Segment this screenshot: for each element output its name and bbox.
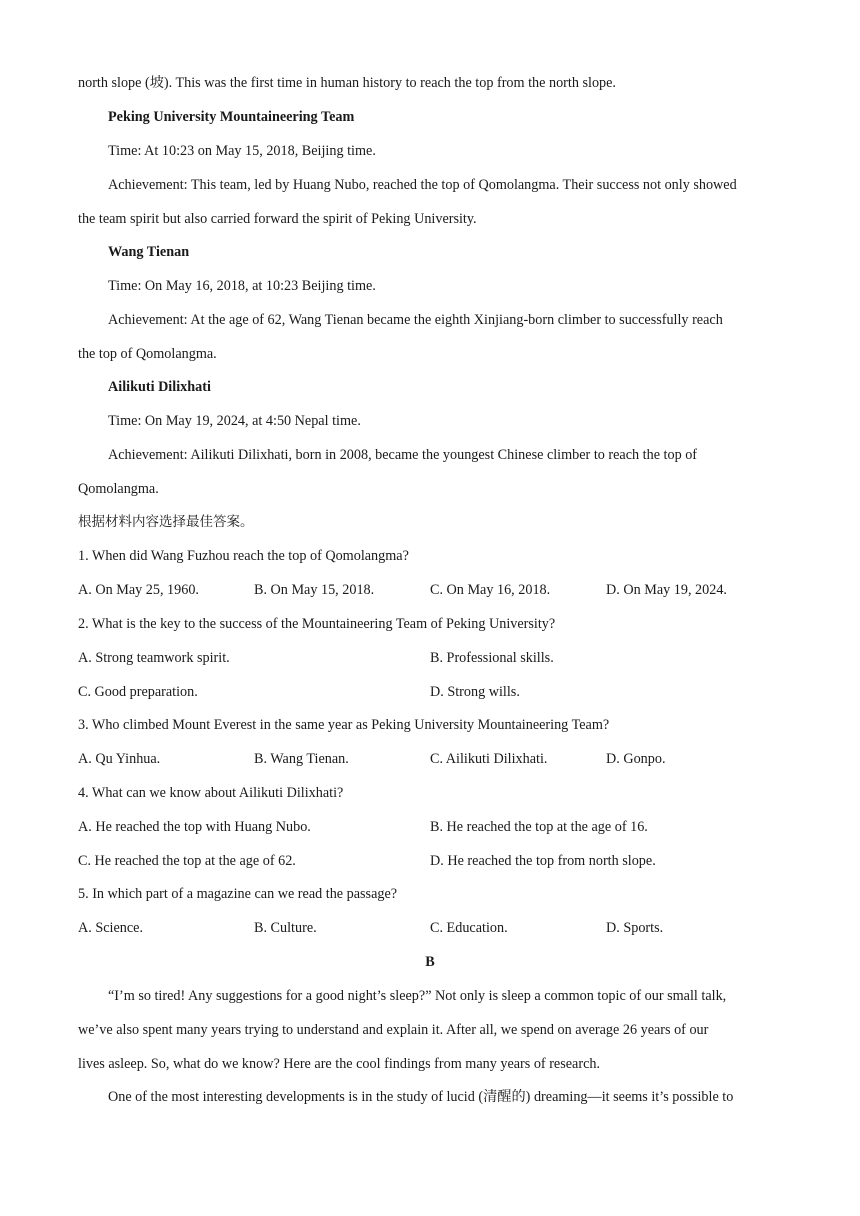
entry-time: Time: At 10:23 on May 15, 2018, Beijing time. xyxy=(108,143,376,159)
option-d: D. Gonpo. xyxy=(606,751,666,767)
option-b: B. Professional skills. xyxy=(430,650,554,666)
entry-time: Time: On May 19, 2024, at 4:50 Nepal time. xyxy=(108,413,361,429)
option-d: D. Sports. xyxy=(606,920,664,936)
option-b: B. On May 15, 2018. xyxy=(254,582,375,598)
entry-achievement-cont: Qomolangma. xyxy=(78,481,159,497)
section-heading: B xyxy=(425,954,435,970)
intro-tail-text: north slope (坡). This was the first time in human history to reach the top from the north slope. xyxy=(78,75,616,91)
entry-achievement-cont: the top of Qomolangma. xyxy=(78,346,217,362)
option-a: A. Qu Yinhua. xyxy=(78,751,161,767)
paragraph-line: we’ve also spent many years trying to understand and explain it. After all, we spend on average 26 years of our xyxy=(78,1022,709,1038)
option-d: D. On May 19, 2024. xyxy=(606,582,727,598)
paragraph-line: One of the most interesting developments is in the study of lucid (清醒的) dreaming—it seems it’s possible to xyxy=(108,1089,734,1105)
option-c: C. Education. xyxy=(430,920,508,936)
entry-achievement: Achievement: Ailikuti Dilixhati, born in 2008, became the youngest Chinese climber to reach the top of xyxy=(108,447,698,463)
question-stem: 1. When did Wang Fuzhou reach the top of Qomolangma? xyxy=(78,548,409,564)
instruction-text: 根据材料内容选择最佳答案。 xyxy=(78,514,254,530)
option-a: A. Strong teamwork spirit. xyxy=(78,650,230,666)
question-stem: 5. In which part of a magazine can we read the passage? xyxy=(78,886,398,902)
paragraph-line: “I’m so tired! Any suggestions for a good night’s sleep?” Not only is sleep a common topic of our small talk, xyxy=(108,988,727,1004)
entry-achievement: Achievement: This team, led by Huang Nubo, reached the top of Qomolangma. Their success not only showed xyxy=(108,177,737,193)
option-c: C. Ailikuti Dilixhati. xyxy=(430,751,548,767)
option-c: C. Good preparation. xyxy=(78,684,198,700)
option-a: A. He reached the top with Huang Nubo. xyxy=(78,819,311,835)
paragraph-line: lives asleep. So, what do we know? Here are the cool findings from many years of research. xyxy=(78,1056,601,1072)
option-c: C. On May 16, 2018. xyxy=(430,582,551,598)
entry-time: Time: On May 16, 2018, at 10:23 Beijing time. xyxy=(108,278,376,294)
option-a: A. On May 25, 1960. xyxy=(78,582,199,598)
entry-achievement-cont: the team spirit but also carried forward the spirit of Peking University. xyxy=(78,211,477,227)
entry-name: Ailikuti Dilixhati xyxy=(108,379,211,395)
option-c: C. He reached the top at the age of 62. xyxy=(78,853,296,869)
option-d: D. He reached the top from north slope. xyxy=(430,853,656,869)
option-b: B. Wang Tienan. xyxy=(254,751,349,767)
option-a: A. Science. xyxy=(78,920,144,936)
question-stem: 2. What is the key to the success of the Mountaineering Team of Peking University? xyxy=(78,616,556,632)
entry-name: Peking University Mountaineering Team xyxy=(108,109,355,125)
option-b: B. He reached the top at the age of 16. xyxy=(430,819,648,835)
question-stem: 3. Who climbed Mount Everest in the same year as Peking University Mountaineering Team? xyxy=(78,717,610,733)
option-d: D. Strong wills. xyxy=(430,684,520,700)
entry-achievement: Achievement: At the age of 62, Wang Tienan became the eighth Xinjiang-born climber to successfully reach xyxy=(108,312,723,328)
option-b: B. Culture. xyxy=(254,920,317,936)
entry-name: Wang Tienan xyxy=(108,244,190,260)
question-stem: 4. What can we know about Ailikuti Dilixhati? xyxy=(78,785,344,801)
